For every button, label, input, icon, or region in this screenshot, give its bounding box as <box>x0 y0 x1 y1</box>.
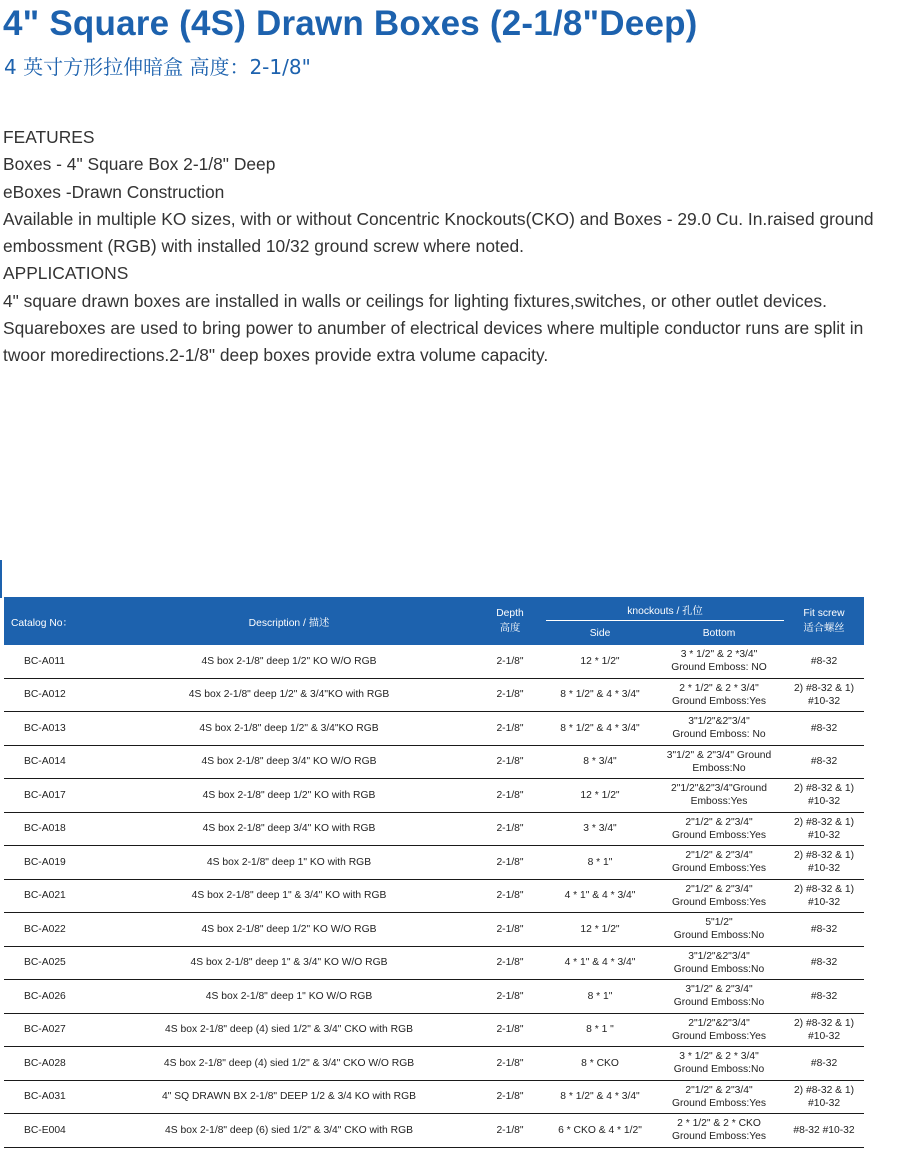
cell-depth: 2-1/8" <box>474 1080 546 1114</box>
feature-line: eBoxes -Drawn Construction <box>3 181 225 202</box>
header-catalog: Catalog No： <box>4 597 104 645</box>
cell-fit-screw: #8-32 <box>784 946 864 980</box>
cell-side: 8 * 1" <box>546 846 654 880</box>
cell-catalog: BC-A018 <box>4 812 104 846</box>
cell-bottom: 2"1/2" & 2"3/4" Ground Emboss:Yes <box>654 879 784 913</box>
cell-fit-screw: #8-32 <box>784 913 864 947</box>
cell-bottom: 3"1/2"&2"3/4" Ground Emboss: No <box>654 712 784 746</box>
table-row <box>4 1114 864 1148</box>
cell-fit-screw: #8-32 <box>784 645 864 678</box>
cell-bottom: 2"1/2"&2"3/4" Ground Emboss:Yes <box>654 1013 784 1047</box>
cell-fit-screw: 2) #8-32 & 1) #10-32 <box>784 779 864 813</box>
header-knockouts <box>546 597 784 621</box>
cell-description: 4S box 2-1/8" deep (6) sied 1/2" & 3/4" CKO with RGB <box>104 1114 474 1148</box>
cell-fit-screw: 2) #8-32 & 1) #10-32 <box>784 678 864 712</box>
cell-catalog: BC-A027 <box>4 1013 104 1047</box>
cell-bottom: 2"1/2" & 2"3/4" Ground Emboss:Yes <box>654 1080 784 1114</box>
cell-catalog: BC-A012 <box>4 678 104 712</box>
applications-heading: APPLICATIONS <box>3 263 129 284</box>
cell-description: 4S box 2-1/8" deep 1" & 3/4" KO W/O RGB <box>104 946 474 980</box>
table-row <box>4 980 864 1014</box>
table-body <box>4 645 864 1147</box>
cell-bottom: 2"1/2" & 2"3/4" Ground Emboss:Yes <box>654 812 784 846</box>
cell-side: 8 * 3/4" <box>546 745 654 779</box>
cell-catalog: BC-A011 <box>4 645 104 678</box>
cell-side: 8 * 1/2" & 4 * 3/4" <box>546 678 654 712</box>
header-fit-zh: 适合螺丝 <box>803 623 845 634</box>
cell-fit-screw: #8-32 <box>784 1047 864 1081</box>
cell-catalog: BC-A028 <box>4 1047 104 1081</box>
table-row <box>4 745 864 779</box>
cell-catalog: BC-A017 <box>4 779 104 813</box>
cell-side: 8 * CKO <box>546 1047 654 1081</box>
table-row <box>4 712 864 746</box>
cell-side: 3 * 3/4" <box>546 812 654 846</box>
cell-description: 4S box 2-1/8" deep 1/2" & 3/4"KO with RGB <box>104 678 474 712</box>
header-description: Description / 描述 <box>104 597 474 645</box>
cell-side: 4 * 1" & 4 * 3/4" <box>546 946 654 980</box>
cell-depth: 2-1/8" <box>474 1013 546 1047</box>
cell-side: 12 * 1/2" <box>546 645 654 678</box>
table-row <box>4 645 864 678</box>
feature-line: Available in multiple KO sizes, with or without Concentric Knockouts(CKO) and Boxes - 29.0 Cu. In.raised ground embossment (RGB) with installed 10/32 ground screw where noted. <box>3 208 874 257</box>
features-text <box>3 124 908 370</box>
cell-description: 4" SQ DRAWN BX 2-1/8" DEEP 1/2 & 3/4 KO with RGB <box>104 1080 474 1114</box>
table-row <box>4 1047 864 1081</box>
table-row <box>4 1013 864 1047</box>
cell-catalog: BC-A022 <box>4 913 104 947</box>
cell-description: 4S box 2-1/8" deep 1" KO with RGB <box>104 846 474 880</box>
cell-side: 12 * 1/2" <box>546 913 654 947</box>
cell-bottom: 2"1/2" & 2"3/4" Ground Emboss:Yes <box>654 846 784 880</box>
cell-bottom: 3"1/2" & 2"3/4" Ground Emboss:No <box>654 745 784 779</box>
cell-side: 8 * 1/2" & 4 * 3/4" <box>546 712 654 746</box>
cell-depth: 2-1/8" <box>474 645 546 678</box>
header-depth-en: Depth <box>496 608 524 619</box>
cell-depth: 2-1/8" <box>474 712 546 746</box>
cell-side: 6 * CKO & 4 * 1/2" <box>546 1114 654 1148</box>
table-row <box>4 678 864 712</box>
cell-bottom: 3"1/2"&2"3/4" Ground Emboss:No <box>654 946 784 980</box>
cell-bottom: 3 * 1/2" & 2 *3/4" Ground Emboss: NO <box>654 645 784 678</box>
cell-fit-screw: #8-32 <box>784 745 864 779</box>
product-table <box>4 597 864 1148</box>
cell-catalog: BC-A014 <box>4 745 104 779</box>
cell-catalog: BC-A021 <box>4 879 104 913</box>
cell-depth: 2-1/8" <box>474 812 546 846</box>
page-title: 4" Square (4S) Drawn Boxes (2-1/8"Deep) <box>3 4 698 43</box>
cell-catalog: BC-A019 <box>4 846 104 880</box>
header-depth-zh: 高度 <box>499 623 521 634</box>
page-subtitle: 4 英寸方形拉伸暗盒 高度：2-1/8" <box>4 55 311 79</box>
table-row <box>4 812 864 846</box>
cell-catalog: BC-A025 <box>4 946 104 980</box>
cell-fit-screw: 2) #8-32 & 1) #10-32 <box>784 879 864 913</box>
cell-depth: 2-1/8" <box>474 1114 546 1148</box>
cell-side: 12 * 1/2" <box>546 779 654 813</box>
header-fit-en: Fit screw <box>803 608 845 619</box>
cell-description: 4S box 2-1/8" deep 1/2" KO with RGB <box>104 779 474 813</box>
cell-fit-screw: #8-32 <box>784 980 864 1014</box>
cell-description: 4S box 2-1/8" deep 1" & 3/4" KO with RGB <box>104 879 474 913</box>
cell-bottom: 2"1/2"&2"3/4"Ground Emboss:Yes <box>654 779 784 813</box>
table-row <box>4 913 864 947</box>
cell-description: 4S box 2-1/8" deep 1/2" KO W/O RGB <box>104 913 474 947</box>
cell-description: 4S box 2-1/8" deep (4) sied 1/2" & 3/4" CKO with RGB <box>104 1013 474 1047</box>
side-accent-bar <box>0 560 2 598</box>
cell-depth: 2-1/8" <box>474 678 546 712</box>
cell-side: 8 * 1 " <box>546 1013 654 1047</box>
header-divider <box>546 620 784 621</box>
cell-fit-screw: 2) #8-32 & 1) #10-32 <box>784 1013 864 1047</box>
cell-fit-screw: #8-32 <box>784 712 864 746</box>
header-bottom: Bottom <box>654 621 784 645</box>
cell-side: 8 * 1/2" & 4 * 3/4" <box>546 1080 654 1114</box>
feature-line: Boxes - 4" Square Box 2-1/8" Deep <box>3 154 276 175</box>
cell-description: 4S box 2-1/8" deep 1/2" KO W/O RGB <box>104 645 474 678</box>
header-side: Side <box>546 621 654 645</box>
cell-depth: 2-1/8" <box>474 846 546 880</box>
cell-bottom: 3"1/2" & 2"3/4" Ground Emboss:No <box>654 980 784 1014</box>
cell-depth: 2-1/8" <box>474 980 546 1014</box>
cell-catalog: BC-A013 <box>4 712 104 746</box>
cell-depth: 2-1/8" <box>474 745 546 779</box>
cell-description: 4S box 2-1/8" deep 3/4" KO with RGB <box>104 812 474 846</box>
cell-catalog: BC-E004 <box>4 1114 104 1148</box>
cell-depth: 2-1/8" <box>474 879 546 913</box>
table-row <box>4 779 864 813</box>
cell-fit-screw: 2) #8-32 & 1) #10-32 <box>784 1080 864 1114</box>
cell-bottom: 2 * 1/2" & 2 * CKO Ground Emboss:Yes <box>654 1114 784 1148</box>
cell-depth: 2-1/8" <box>474 946 546 980</box>
cell-fit-screw: 2) #8-32 & 1) #10-32 <box>784 846 864 880</box>
cell-side: 4 * 1" & 4 * 3/4" <box>546 879 654 913</box>
table-row <box>4 1080 864 1114</box>
cell-depth: 2-1/8" <box>474 779 546 813</box>
cell-description: 4S box 2-1/8" deep 3/4" KO W/O RGB <box>104 745 474 779</box>
cell-side: 8 * 1" <box>546 980 654 1014</box>
table-row <box>4 846 864 880</box>
cell-bottom: 3 * 1/2" & 2 * 3/4" Ground Emboss:No <box>654 1047 784 1081</box>
cell-description: 4S box 2-1/8" deep 1/2" & 3/4"KO RGB <box>104 712 474 746</box>
cell-fit-screw: 2) #8-32 & 1) #10-32 <box>784 812 864 846</box>
header-fit-screw <box>784 597 864 645</box>
header-knockouts-label: knockouts / 孔位 <box>627 605 703 617</box>
table-row <box>4 879 864 913</box>
cell-fit-screw: #8-32 #10-32 <box>784 1114 864 1148</box>
cell-depth: 2-1/8" <box>474 913 546 947</box>
cell-catalog: BC-A031 <box>4 1080 104 1114</box>
cell-description: 4S box 2-1/8" deep (4) sied 1/2" & 3/4" CKO W/O RGB <box>104 1047 474 1081</box>
table-row <box>4 946 864 980</box>
cell-catalog: BC-A026 <box>4 980 104 1014</box>
applications-text: 4" square drawn boxes are installed in walls or ceilings for lighting fixtures,switches, or other outlet devices. Squareboxes are used to bring power to anumber of electrical devices where multiple conductor runs are split in twoor moredirections.2-1/8" deep boxes provide extra volume capacity. <box>3 290 864 366</box>
header-depth <box>474 597 546 645</box>
cell-bottom: 2 * 1/2" & 2 * 3/4" Ground Emboss:Yes <box>654 678 784 712</box>
features-heading: FEATURES <box>3 127 95 147</box>
cell-depth: 2-1/8" <box>474 1047 546 1081</box>
cell-bottom: 5"1/2" Ground Emboss:No <box>654 913 784 947</box>
cell-description: 4S box 2-1/8" deep 1" KO W/O RGB <box>104 980 474 1014</box>
